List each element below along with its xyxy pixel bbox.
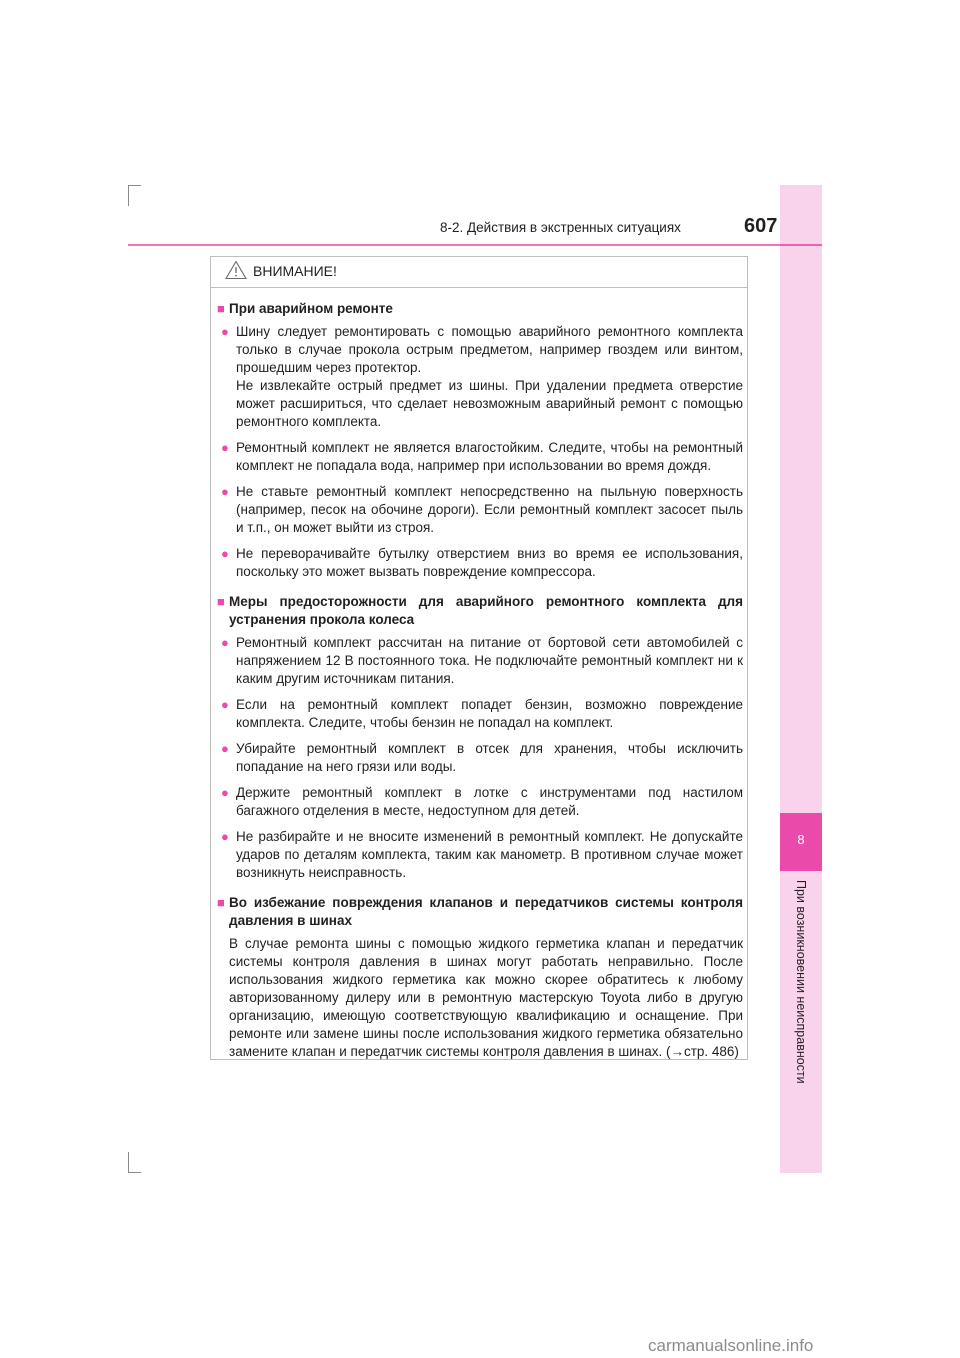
round-bullet-icon: ● xyxy=(221,829,229,844)
list-item-text: Не разбирайте и не вносите изменений в ремонтный комплект. Не допускайте ударов по деталям комплекта, таким как манометр. В противном случае может возникнуть неисправность. xyxy=(236,829,743,880)
list-item-body xyxy=(236,483,743,537)
crop-mark-bottom-left xyxy=(128,1152,141,1173)
list-item-text: Держите ремонтный комплект в лотке с инструментами под настилом багажного отделения в месте, недоступном для детей. xyxy=(236,785,743,818)
list-item-text: Если на ремонтный комплект попадет бензин, возможно повреждение комплекта. Следите, чтобы бензин не попадал на комплект. xyxy=(236,697,743,730)
crop-mark-top-left xyxy=(128,185,141,206)
list-item xyxy=(217,323,743,431)
list-item-body xyxy=(236,784,743,820)
round-bullet-icon: ● xyxy=(221,440,229,455)
section-title: 8-2. Действия в экстренных ситуациях xyxy=(440,220,681,235)
page-number: 607 xyxy=(744,215,778,237)
caution-section xyxy=(217,894,743,1061)
list-item-text: Ремонтный комплект рассчитан на питание от бортовой сети автомобилей с напряжением 12 В постоянного тока. Не подключайте ремонтный комплект ни к каким другим источникам питания. xyxy=(236,635,743,686)
watermark: carmanualsonline.info xyxy=(648,1336,814,1355)
section-paragraph-text: В случае ремонта шины с помощью жидкого герметика клапан и передатчик системы контроля давления в шинах могут работать неправильно. После использования жидкого герметика как можно скорее обратитесь к любому авторизованному дилеру или в ремонтную мастерскую Toyota либо в другую организацию, имеющую соответствующую квалификацию и оснащение. При ремонте или замене шины после использования жидкого герметика обязательно замените клапан и передатчик системы контроля давления в шинах. (→стр. 486) xyxy=(229,936,743,1059)
square-bullet-icon: ■ xyxy=(217,301,225,316)
round-bullet-icon: ● xyxy=(221,697,229,712)
section-heading xyxy=(217,593,743,629)
list-item-body xyxy=(236,740,743,776)
list-item-text: Не извлекайте острый предмет из шины. При удалении предмета отверстие может расшириться, что сделает невозможным аварийный ремонт с помощью ремонтного комплекта. xyxy=(236,378,743,429)
round-bullet-icon: ● xyxy=(221,785,229,800)
section-heading-text: Во избежание повреждения клапанов и передатчиков системы контроля давления в шинах xyxy=(229,895,743,928)
section-heading-text: Меры предосторожности для аварийного ремонтного комплекта для устранения прокола колеса xyxy=(229,594,743,627)
list-item xyxy=(217,828,743,882)
list-item-text: Не переворачивайте бутылку отверстием вниз во время ее использования, поскольку это может вызвать повреждение компрессора. xyxy=(236,546,743,579)
list-item-text: Ремонтный комплект не является влагостойким. Следите, чтобы на ремонтный комплект не попадала вода, например при использовании во время дождя. xyxy=(236,440,743,473)
header-rule xyxy=(128,244,822,246)
chapter-tab[interactable] xyxy=(780,813,822,871)
list-item-body xyxy=(236,828,743,882)
section-heading xyxy=(217,300,743,318)
caution-section xyxy=(217,300,743,581)
round-bullet-icon: ● xyxy=(221,324,229,339)
round-bullet-icon: ● xyxy=(221,546,229,561)
list-item xyxy=(217,784,743,820)
list-item xyxy=(217,483,743,537)
round-bullet-icon: ● xyxy=(221,741,229,756)
list-item-body xyxy=(236,439,743,475)
list-item xyxy=(217,545,743,581)
list-item-body xyxy=(236,545,743,581)
list-item-body xyxy=(236,634,743,688)
chapter-title: При возникновении неисправности xyxy=(794,880,808,1084)
list-item-body xyxy=(236,696,743,732)
chapter-number: 8 xyxy=(797,832,805,847)
caution-content xyxy=(217,300,743,1073)
list-item xyxy=(217,696,743,732)
warning-triangle-icon xyxy=(225,260,247,280)
list-item xyxy=(217,439,743,475)
caution-header xyxy=(211,257,747,288)
square-bullet-icon: ■ xyxy=(217,594,225,609)
round-bullet-icon: ● xyxy=(221,484,229,499)
section-heading xyxy=(217,894,743,930)
list-item-text: Не ставьте ремонтный комплект непосредственно на пыльную поверхность (например, песок на обочине дороги). Если ремонтный комплект засосет пыль и т.п., он может выйти из строя. xyxy=(236,484,743,535)
square-bullet-icon: ■ xyxy=(217,895,225,910)
list-item-text: Убирайте ремонтный комплект в отсек для хранения, чтобы исключить попадание на него грязи или воды. xyxy=(236,741,743,774)
caution-box xyxy=(210,256,748,1060)
list-item-text: Шину следует ремонтировать с помощью аварийного ремонтного комплекта только в случае прокола острым предметом, например гвоздем или винтом, прошедшим через протектор. xyxy=(236,324,743,375)
list-item xyxy=(217,634,743,688)
section-heading-text: При аварийном ремонте xyxy=(229,301,393,316)
caution-section xyxy=(217,593,743,882)
list-item-body xyxy=(236,323,743,431)
caution-title: ВНИМАНИЕ! xyxy=(253,263,337,279)
round-bullet-icon: ● xyxy=(221,635,229,650)
section-paragraph xyxy=(229,935,743,1061)
list-item xyxy=(217,740,743,776)
